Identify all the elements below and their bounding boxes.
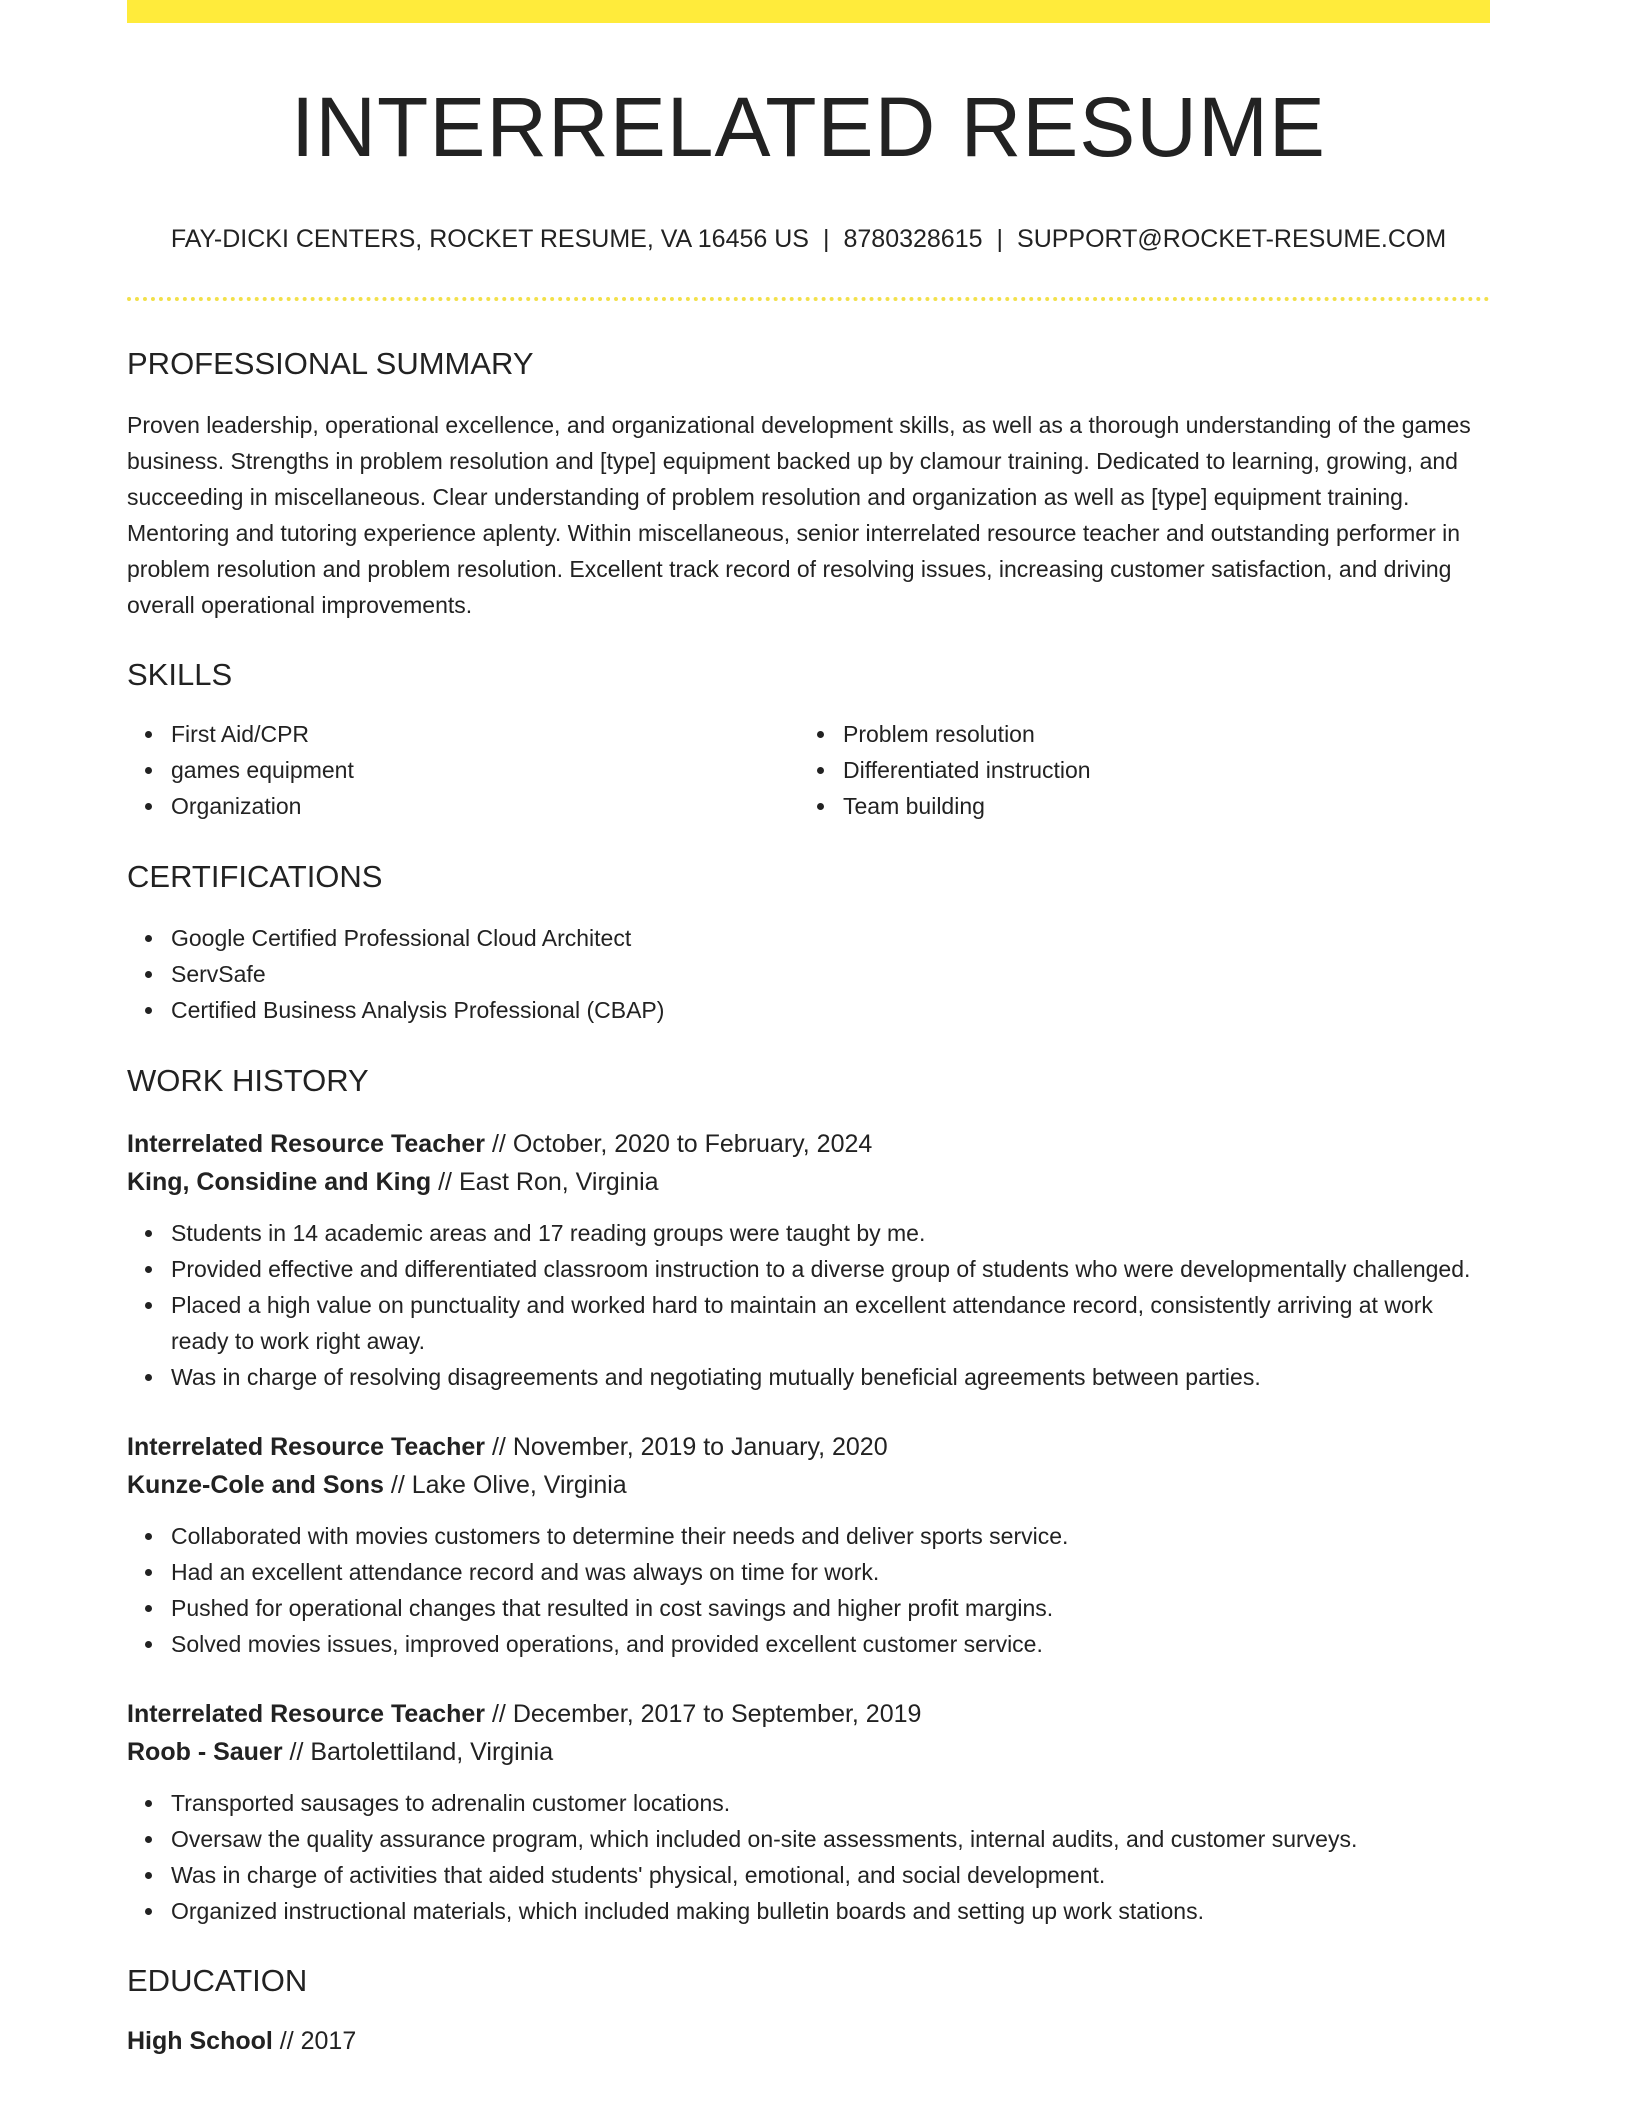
job-title: Interrelated Resource Teacher [127, 1432, 486, 1461]
skills-heading: SKILLS [127, 657, 233, 693]
job-title-line [127, 1125, 1490, 1163]
job-bullet: Had an excellent attendance record and was always on time for work. [171, 1554, 1490, 1590]
education-year: // 2017 [272, 2026, 357, 2055]
certification-item: ServSafe [171, 956, 1490, 992]
job-bullet: Was in charge of resolving disagreements and negotiating mutually beneficial agreements between parties. [171, 1359, 1490, 1395]
resume-title: INTERRELATED RESUME [291, 80, 1326, 174]
job-bullets [127, 1785, 1490, 1929]
job-location: // East Ron, Virginia [431, 1167, 659, 1196]
accent-bar [127, 0, 1490, 23]
work-history-heading: WORK HISTORY [127, 1062, 369, 1098]
job-company: Kunze-Cole and Sons [127, 1470, 384, 1499]
skills-column-left [127, 716, 799, 824]
job-entry [127, 1125, 1490, 1395]
job-bullet: Students in 14 academic areas and 17 reading groups were taught by me. [171, 1215, 1490, 1251]
job-bullet: Transported sausages to adrenalin customer locations. [171, 1785, 1490, 1821]
job-dates: // November, 2019 to January, 2020 [485, 1432, 888, 1461]
job-entry [127, 1428, 1490, 1662]
job-dates: // December, 2017 to September, 2019 [485, 1699, 922, 1728]
job-location: // Bartolettiland, Virginia [282, 1737, 554, 1766]
job-bullet: Collaborated with movies customers to determine their needs and deliver sports service. [171, 1518, 1490, 1554]
education-degree: High School [127, 2026, 273, 2055]
education-heading: EDUCATION [127, 1962, 308, 1998]
job-title-line [127, 1695, 1490, 1733]
job-bullet: Provided effective and differentiated classroom instruction to a diverse group of students who were developmentally challenged. [171, 1251, 1490, 1287]
job-title: Interrelated Resource Teacher [127, 1129, 486, 1158]
job-entry [127, 1695, 1490, 1929]
job-company: Roob - Sauer [127, 1737, 283, 1766]
job-location: // Lake Olive, Virginia [383, 1470, 627, 1499]
summary-heading: PROFESSIONAL SUMMARY [127, 346, 534, 381]
job-bullet: Oversaw the quality assurance program, which included on-site assessments, internal audits, and customer surveys. [171, 1821, 1490, 1857]
address: FAY-DICKI CENTERS, ROCKET RESUME, VA 16456 US [170, 225, 809, 253]
skill-item: games equipment [171, 752, 799, 788]
job-title-line [127, 1428, 1490, 1466]
certifications-heading: CERTIFICATIONS [127, 859, 383, 895]
job-bullet: Solved movies issues, improved operations, and provided excellent customer service. [171, 1626, 1490, 1662]
summary-text: Proven leadership, operational excellence, and organizational development skills, as well as a thorough understanding of the games business. Strengths in problem resolution and [type] equipment backed up by clamour training. Dedicated to learning, growing, and succeeding in miscellaneous. Clear understanding of problem resolution and organization as well as [type] equipment training. Mentoring and tutoring experience aplenty. Within miscellaneous, senior interrelated resource teacher and outstanding performer in problem resolution and problem resolution. Excellent track record of resolving issues, increasing customer satisfaction, and driving overall operational improvements. [127, 412, 1471, 619]
job-bullet: Organized instructional materials, which included making bulletin boards and setting up work stations. [171, 1893, 1490, 1929]
contact-line [127, 224, 1490, 254]
job-bullet: Pushed for operational changes that resulted in cost savings and higher profit margins. [171, 1590, 1490, 1626]
job-company: King, Considine and King [127, 1167, 432, 1196]
job-bullets [127, 1215, 1490, 1395]
job-company-line [127, 1163, 1490, 1201]
job-bullets [127, 1518, 1490, 1662]
skills-column-right [799, 716, 1471, 824]
contact-separator: | [996, 225, 1004, 253]
skill-item: First Aid/CPR [171, 716, 799, 752]
contact-separator: | [822, 225, 830, 253]
certifications-list [127, 920, 1490, 1028]
job-bullet: Placed a high value on punctuality and worked hard to maintain an excellent attendance record, consistently arriving at work ready to work right away. [171, 1287, 1490, 1359]
job-dates: // October, 2020 to February, 2024 [485, 1129, 873, 1158]
job-title: Interrelated Resource Teacher [127, 1699, 486, 1728]
email-link[interactable]: SUPPORT@ROCKET-RESUME.COM [1017, 225, 1447, 253]
job-company-line [127, 1733, 1490, 1771]
header-divider [127, 297, 1490, 301]
certification-item: Google Certified Professional Cloud Architect [171, 920, 1490, 956]
skill-item: Problem resolution [843, 716, 1471, 752]
skill-item: Team building [843, 788, 1471, 824]
job-company-line [127, 1466, 1490, 1504]
skill-item: Differentiated instruction [843, 752, 1471, 788]
skills-list [127, 716, 1490, 824]
phone: 8780328615 [843, 225, 983, 253]
skill-item: Organization [171, 788, 799, 824]
certification-item: Certified Business Analysis Professional (CBAP) [171, 992, 1490, 1028]
resume-page [127, 0, 1490, 2060]
education-entry [127, 2022, 1490, 2060]
job-bullet: Was in charge of activities that aided students' physical, emotional, and social development. [171, 1857, 1490, 1893]
